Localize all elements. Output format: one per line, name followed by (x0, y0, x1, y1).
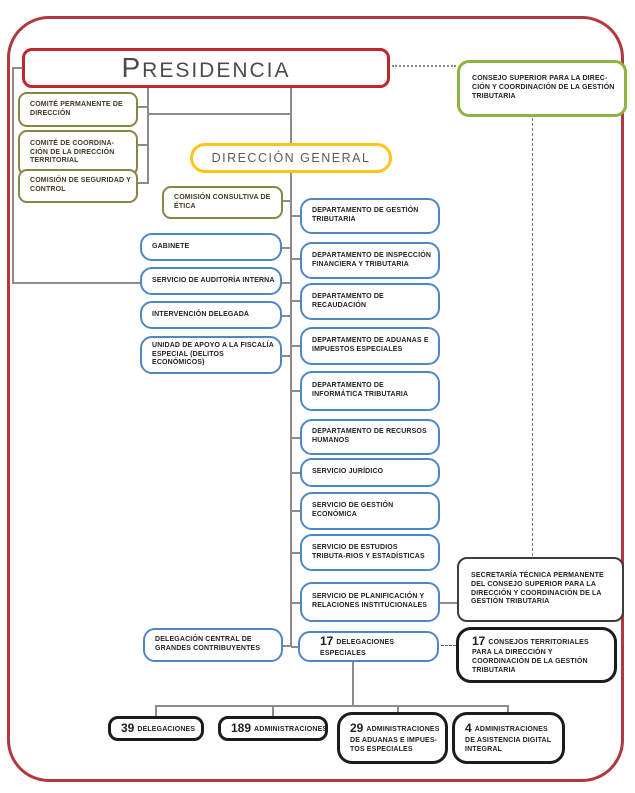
node-administraciones-digital (452, 712, 565, 764)
node-planificacion (300, 582, 440, 622)
delegaciones-label: DELEGACIONES (137, 725, 196, 733)
dashed-connector (532, 118, 533, 556)
connector (283, 200, 291, 202)
comite-permanente-label: COMITÉ PERMANENTE DE DIRECCIÓN (30, 100, 123, 117)
node-recaudacion (300, 283, 440, 320)
connector (147, 87, 149, 184)
administraciones-count: 189 (231, 720, 252, 735)
connector (282, 315, 291, 317)
connector (291, 390, 300, 392)
administraciones-label: ADMINISTRACIONES (254, 725, 328, 733)
connector (291, 552, 300, 554)
connector (155, 705, 508, 707)
node-presidencia (22, 48, 390, 88)
consejos-territoriales-label: CONSEJOS TERRITORIALES PARA LA DIRECCIÓN Y COORDINACIÓN DE LA GESTIÓN TRIBUTARIA (472, 638, 589, 675)
presidencia-label: PRESIDENCIA (121, 52, 291, 84)
gestion-economica-label: SERVICIO DE GESTIÓN ECONÓMICA (312, 502, 394, 518)
connector (290, 171, 292, 647)
planificacion-label: SERVICIO DE PLANIFICACIÓN Y RELACIONES INSTITUCIONALES (312, 593, 428, 609)
connector (291, 510, 300, 512)
node-comite-permanente (18, 92, 138, 127)
secretaria-tecnica-label: SECRETARÍA TÉCNICA PERMANENTE DEL CONSEJO SUPERIOR PARA LA DIRECCIÓN Y COORDINACIÓN DE LA GESTIÓN TRIBUTARIA (471, 571, 604, 606)
node-consejos-territoriales (456, 627, 617, 683)
node-recursos-humanos (300, 419, 440, 455)
connector (291, 472, 300, 474)
node-gestion-tributaria (300, 198, 440, 234)
connector (291, 437, 300, 439)
node-direccion-general (190, 143, 392, 173)
connector (138, 182, 148, 184)
node-gabinete (140, 233, 282, 261)
connector (283, 645, 291, 647)
node-consejo-superior (457, 60, 627, 117)
node-administraciones (218, 716, 328, 741)
connector (282, 355, 291, 357)
comite-coordinacion-label: COMITÉ DE COORDINA-CIÓN DE LA DIRECCIÓN TERRITORIAL (30, 139, 115, 165)
connector (12, 67, 14, 283)
delegaciones-especiales-count: 17 (320, 634, 334, 649)
connector (291, 215, 300, 217)
recursos-humanos-label: DEPARTAMENTO DE RECURSOS HUMANOS (312, 428, 427, 444)
delegaciones-count: 39 (121, 720, 135, 735)
administraciones-aduanas-count: 29 (350, 721, 364, 736)
node-unidad-apoyo (140, 336, 282, 374)
connector (138, 144, 148, 146)
administraciones-aduanas-label: ADMINISTRACIONES DE ADUANAS E IMPUES-TOS ESPECIALES (350, 726, 440, 753)
comision-seguridad-label: COMISIÓN DE SEGURIDAD Y CONTROL (30, 177, 131, 193)
aduanas-label: DEPARTAMENTO DE ADUANAS E IMPUESTOS ESPECIALES (312, 337, 429, 353)
node-delegacion-central (143, 628, 283, 662)
dotted-connector (392, 65, 456, 67)
connector (282, 247, 291, 249)
auditoria-interna-label: SERVICIO DE AUDITORÍA INTERNA (152, 276, 275, 284)
node-intervencion-delegada (140, 301, 282, 329)
intervencion-delegada-label: INTERVENCIÓN DELEGADA (152, 310, 250, 318)
dashed-connector (441, 645, 456, 646)
gabinete-label: GABINETE (152, 242, 190, 250)
delegaciones-especiales-label: DELEGACIONES ESPECIALES (320, 639, 395, 657)
connector (352, 662, 354, 706)
node-informatica (300, 371, 440, 411)
connector (291, 345, 300, 347)
informatica-label: DEPARTAMENTO DE INFORMÁTICA TRIBUTARIA (312, 382, 409, 398)
connector (440, 602, 457, 604)
estudios-tributarios-label: SERVICIO DE ESTUDIOS TRIBUTA-RIOS Y ESTADÍSTICAS (312, 543, 425, 560)
administraciones-digital-count: 4 (465, 721, 472, 736)
delegacion-central-label: DELEGACIÓN CENTRAL DE GRANDES CONTRIBUYENTES (155, 636, 261, 652)
administraciones-digital-label: ADMINISTRACIONES DE ASISTENCIA DIGITAL INTEGRAL (465, 726, 551, 753)
node-auditoria-interna (140, 267, 282, 295)
connector (12, 282, 140, 284)
gestion-tributaria-label: DEPARTAMENTO DE GESTIÓN TRIBUTARIA (312, 207, 419, 223)
connector (291, 258, 300, 260)
connector (291, 300, 300, 302)
connector (282, 282, 291, 284)
node-inspeccion-financiera (300, 242, 440, 279)
node-secretaria-tecnica (457, 557, 624, 622)
node-comision-seguridad (18, 169, 138, 203)
unidad-apoyo-label: UNIDAD DE APOYO A LA FISCALÍA ESPECIAL (DELITOS ECONÓMICOS) (152, 341, 274, 367)
recaudacion-label: DEPARTAMENTO DE RECAUDACIÓN (312, 292, 384, 309)
node-aduanas (300, 327, 440, 365)
connector (147, 113, 291, 115)
node-delegaciones-especiales (298, 631, 439, 662)
node-estudios-tributarios (300, 534, 440, 571)
node-servicio-juridico (300, 458, 440, 487)
connector (138, 106, 148, 108)
inspeccion-financiera-label: DEPARTAMENTO DE INSPECCIÓN FINANCIERA Y TRIBUTARIA (312, 251, 432, 268)
node-delegaciones (108, 716, 204, 741)
connector (291, 602, 300, 604)
node-gestion-economica (300, 492, 440, 530)
consejo-superior-label: CONSEJO SUPERIOR PARA LA DIREC-CIÓN Y COORDINACIÓN DE LA GESTIÓN TRIBUTARIA (472, 75, 615, 100)
servicio-juridico-label: SERVICIO JURÍDICO (312, 468, 384, 476)
direccion-general-label: DIRECCIÓN GENERAL (211, 151, 371, 165)
connector (290, 87, 292, 145)
node-comision-etica (162, 186, 283, 219)
node-administraciones-aduanas (337, 712, 448, 764)
comision-etica-label: COMISIÓN CONSULTIVA DE ÉTICA (174, 193, 271, 210)
consejos-territoriales-count: 17 (472, 633, 486, 648)
